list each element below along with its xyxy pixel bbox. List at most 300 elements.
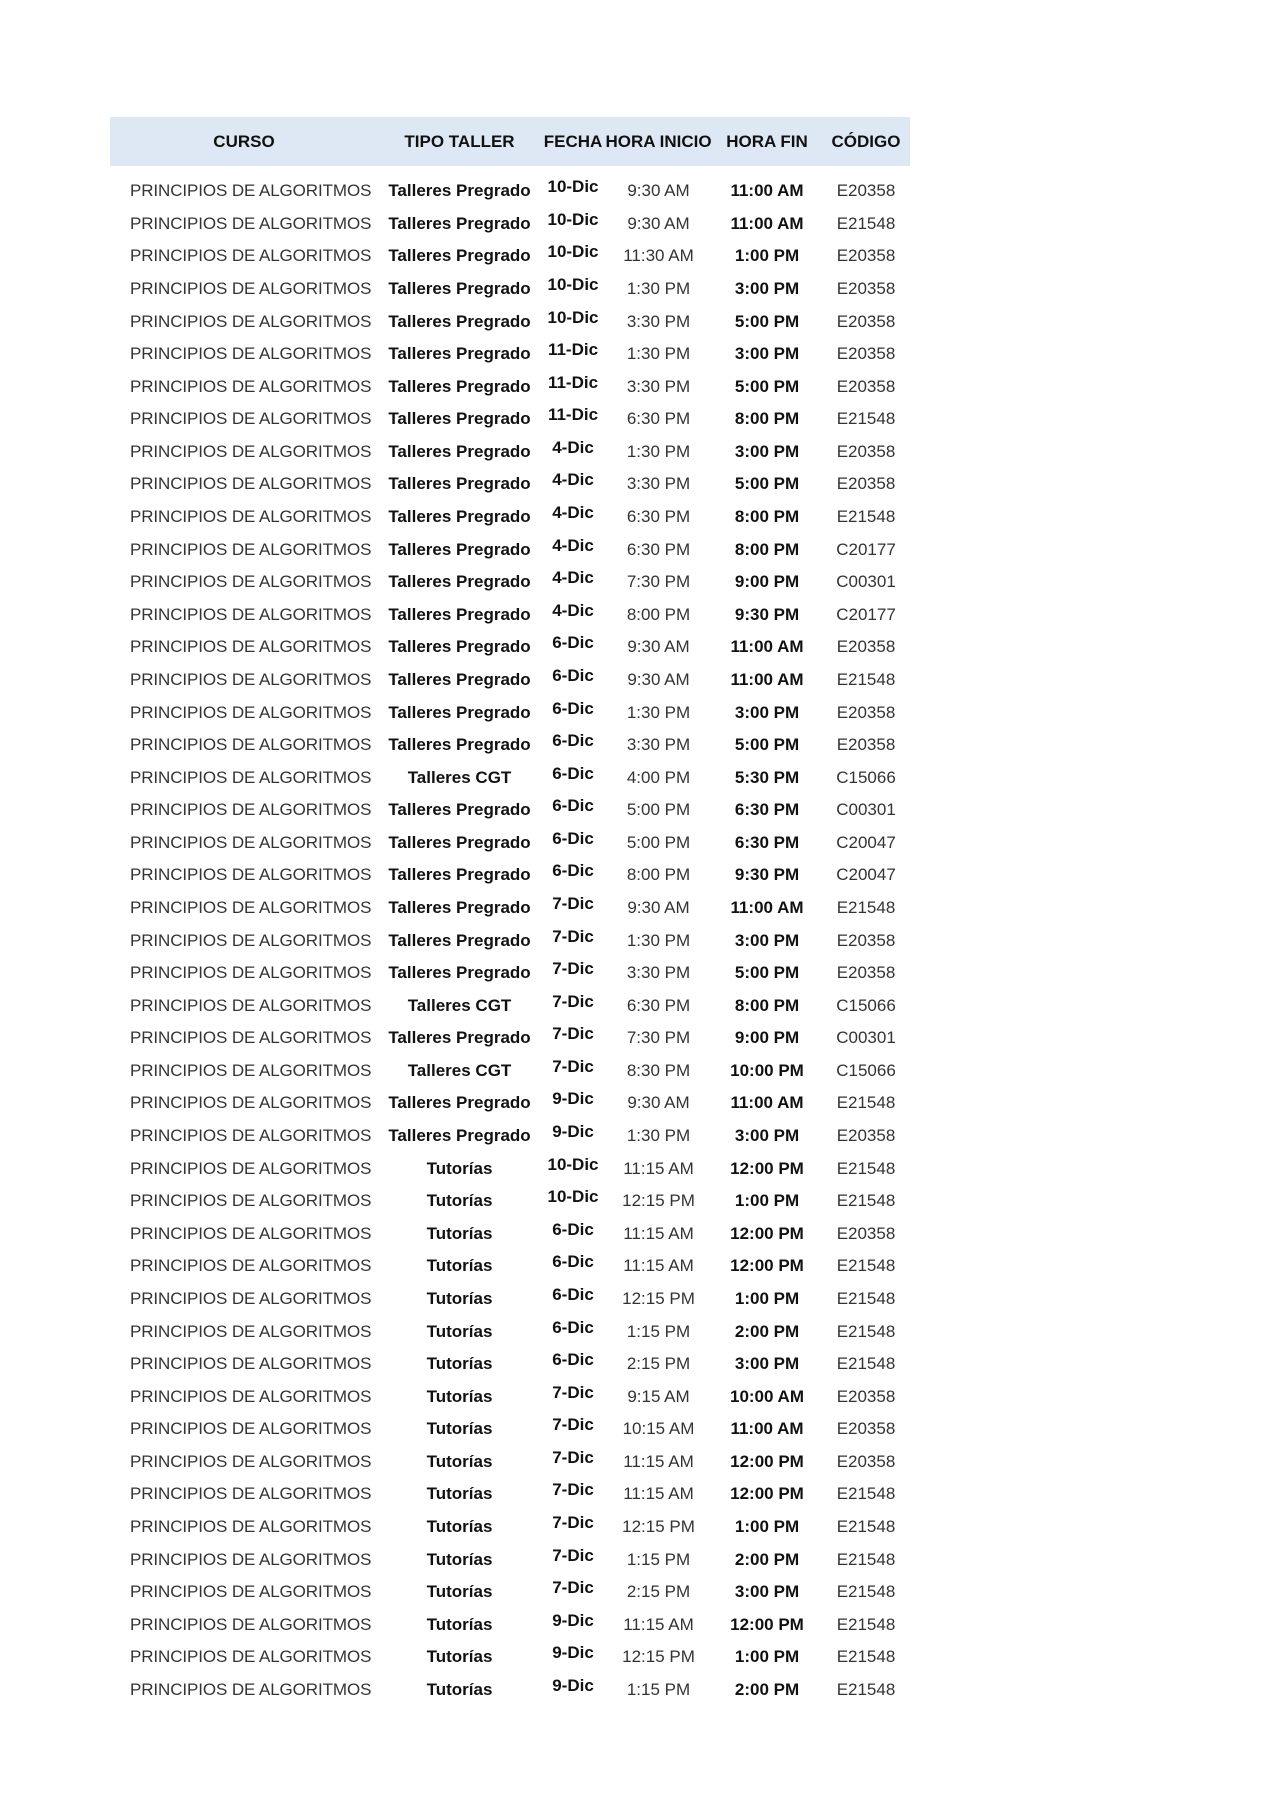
cell-fecha: 4-Dic [552, 503, 594, 523]
cell-fecha: 6-Dic [552, 1317, 594, 1337]
cell-hora-inicio: 2:15 PM [626, 1582, 691, 1602]
cell-hora-fin: 5:00 PM [734, 963, 800, 983]
cell-tipo-taller: Tutorías [426, 1288, 493, 1308]
table-row [110, 729, 910, 762]
cell-curso: PRINCIPIOS DE ALGORITMOS [130, 702, 372, 722]
table-row [110, 989, 910, 1022]
table-row [110, 859, 910, 892]
cell-codigo: C15066 [836, 1060, 896, 1080]
cell-hora-fin: 9:30 PM [734, 865, 800, 885]
cell-codigo: E20358 [836, 376, 896, 396]
cell-curso: PRINCIPIOS DE ALGORITMOS [130, 1321, 372, 1341]
cell-codigo: E20358 [836, 1126, 896, 1146]
cell-tipo-taller: Tutorías [426, 1386, 493, 1406]
cell-tipo-taller: Talleres Pregrado [388, 604, 531, 624]
cell-hora-inicio: 12:15 PM [622, 1516, 695, 1536]
cell-fecha: 6-Dic [552, 763, 594, 783]
cell-tipo-taller: Tutorías [426, 1614, 493, 1634]
table-row [110, 273, 910, 306]
cell-codigo: E21548 [836, 898, 896, 917]
cell-curso: PRINCIPIOS DE ALGORITMOS [130, 572, 372, 592]
cell-hora-fin: 11:00 AM [730, 1419, 804, 1439]
table-row [110, 827, 910, 860]
cell-hora-inicio: 11:15 AM [623, 1158, 694, 1178]
cell-curso: PRINCIPIOS DE ALGORITMOS [130, 1516, 372, 1536]
table-row [110, 794, 910, 827]
cell-codigo: E20358 [836, 441, 896, 461]
cell-hora-fin: 3:00 PM [734, 702, 800, 722]
cell-codigo: E21548 [836, 1582, 896, 1602]
cell-tipo-taller: Talleres Pregrado [388, 409, 531, 429]
cell-curso: PRINCIPIOS DE ALGORITMOS [130, 995, 372, 1015]
table-row [110, 1576, 910, 1609]
cell-fecha: 6-Dic [552, 633, 594, 653]
cell-tipo-taller: Talleres Pregrado [388, 800, 531, 820]
cell-hora-fin: 12:00 PM [730, 1451, 804, 1471]
cell-fecha: 4-Dic [552, 568, 594, 588]
cell-codigo: E20358 [836, 1419, 896, 1439]
cell-tipo-taller: Talleres Pregrado [388, 930, 531, 950]
cell-hora-fin: 3:00 PM [734, 344, 800, 364]
cell-fecha: 10-Dic [547, 242, 599, 262]
cell-hora-inicio: 1:15 PM [626, 1321, 691, 1341]
cell-hora-inicio: 8:30 PM [626, 1060, 691, 1080]
cell-fecha: 9-Dic [552, 1122, 594, 1142]
cell-codigo: E21548 [836, 409, 896, 429]
cell-hora-fin: 9:00 PM [734, 1028, 800, 1048]
cell-tipo-taller: Talleres Pregrado [388, 376, 531, 396]
cell-tipo-taller: Talleres Pregrado [388, 474, 531, 494]
table-row [110, 1250, 910, 1283]
table-row [110, 1055, 910, 1088]
cell-codigo: E20358 [836, 279, 896, 299]
cell-fecha: 6-Dic [552, 698, 594, 718]
cell-codigo: E21548 [836, 1158, 896, 1178]
cell-codigo: C00301 [836, 572, 896, 592]
cell-tipo-taller: Tutorías [426, 1321, 493, 1341]
cell-fecha: 6-Dic [552, 1350, 594, 1370]
cell-hora-inicio: 1:30 PM [626, 930, 691, 950]
table-row [110, 1087, 910, 1120]
cell-curso: PRINCIPIOS DE ALGORITMOS [130, 1484, 372, 1504]
cell-curso: PRINCIPIOS DE ALGORITMOS [130, 963, 372, 983]
cell-tipo-taller: Talleres Pregrado [388, 832, 531, 852]
table-row [110, 924, 910, 957]
cell-hora-fin: 1:00 PM [734, 246, 800, 266]
cell-hora-fin: 11:00 AM [730, 669, 804, 689]
cell-fecha: 7-Dic [552, 1512, 594, 1532]
cell-codigo: E20358 [836, 963, 896, 983]
cell-curso: PRINCIPIOS DE ALGORITMOS [130, 441, 372, 461]
cell-hora-inicio: 11:15 AM [623, 1223, 694, 1243]
cell-hora-inicio: 12:15 PM [622, 1647, 695, 1667]
table-row [110, 1413, 910, 1446]
cell-tipo-taller: Tutorías [426, 1516, 493, 1536]
cell-tipo-taller: Tutorías [426, 1354, 493, 1374]
cell-curso: PRINCIPIOS DE ALGORITMOS [130, 376, 372, 396]
cell-fecha: 7-Dic [552, 1447, 594, 1467]
table-row [110, 533, 910, 566]
cell-codigo: E21548 [836, 1484, 896, 1504]
cell-curso: PRINCIPIOS DE ALGORITMOS [130, 1093, 372, 1113]
cell-curso: PRINCIPIOS DE ALGORITMOS [130, 539, 372, 559]
cell-codigo: C20177 [836, 539, 896, 559]
cell-curso: PRINCIPIOS DE ALGORITMOS [130, 637, 372, 657]
cell-hora-fin: 10:00 AM [729, 1386, 804, 1406]
cell-fecha: 4-Dic [552, 600, 594, 620]
table-row [110, 664, 910, 697]
cell-curso: PRINCIPIOS DE ALGORITMOS [130, 1028, 372, 1048]
cell-tipo-taller: Talleres Pregrado [388, 181, 531, 201]
cell-tipo-taller: Tutorías [426, 1647, 493, 1667]
cell-fecha: 9-Dic [552, 1643, 594, 1663]
cell-hora-fin: 8:00 PM [734, 539, 800, 559]
cell-curso: PRINCIPIOS DE ALGORITMOS [130, 1451, 372, 1471]
table-row [110, 761, 910, 794]
cell-curso: PRINCIPIOS DE ALGORITMOS [130, 767, 372, 787]
cell-hora-inicio: 12:15 PM [622, 1191, 695, 1211]
table-row [110, 1446, 910, 1479]
cell-tipo-taller: Talleres Pregrado [388, 1028, 531, 1048]
cell-hora-fin: 12:00 PM [730, 1223, 804, 1243]
cell-curso: PRINCIPIOS DE ALGORITMOS [130, 1354, 372, 1374]
cell-tipo-taller: Tutorías [426, 1158, 493, 1178]
cell-curso: PRINCIPIOS DE ALGORITMOS [130, 832, 372, 852]
cell-fecha: 7-Dic [552, 1415, 594, 1435]
cell-fecha: 4-Dic [552, 470, 594, 490]
cell-curso: PRINCIPIOS DE ALGORITMOS [130, 1256, 372, 1276]
cell-curso: PRINCIPIOS DE ALGORITMOS [130, 246, 372, 266]
cell-codigo: E21548 [836, 1321, 896, 1341]
cell-hora-inicio: 7:30 PM [626, 1028, 691, 1048]
cell-hora-fin: 11:00 AM [730, 637, 804, 657]
table-row [110, 1185, 910, 1218]
cell-curso: PRINCIPIOS DE ALGORITMOS [130, 409, 372, 429]
cell-codigo: E20358 [836, 246, 896, 266]
cell-tipo-taller: Tutorías [426, 1451, 493, 1471]
cell-hora-fin: 1:00 PM [734, 1288, 800, 1308]
cell-fecha: 7-Dic [552, 926, 594, 946]
cell-fecha: 7-Dic [552, 959, 594, 979]
cell-codigo: C15066 [836, 995, 896, 1015]
cell-fecha: 9-Dic [552, 1089, 594, 1109]
cell-hora-inicio: 2:15 PM [626, 1354, 691, 1374]
cell-hora-inicio: 1:30 PM [626, 279, 691, 299]
cell-codigo: C15066 [836, 767, 896, 787]
cell-codigo: E21548 [836, 669, 896, 689]
cell-curso: PRINCIPIOS DE ALGORITMOS [130, 213, 372, 233]
cell-curso: PRINCIPIOS DE ALGORITMOS [130, 669, 372, 689]
cell-hora-inicio: 11:15 AM [623, 1614, 694, 1634]
cell-curso: PRINCIPIOS DE ALGORITMOS [130, 181, 372, 201]
cell-tipo-taller: Talleres Pregrado [388, 539, 531, 559]
cell-hora-inicio: 9:30 AM [627, 669, 690, 689]
cell-curso: PRINCIPIOS DE ALGORITMOS [130, 1679, 372, 1699]
cell-fecha: 10-Dic [547, 209, 599, 229]
cell-hora-fin: 2:00 PM [734, 1679, 800, 1699]
cell-fecha: 10-Dic [547, 307, 599, 327]
cell-hora-fin: 3:00 PM [734, 930, 800, 950]
table-row [110, 468, 910, 501]
cell-curso: PRINCIPIOS DE ALGORITMOS [130, 1614, 372, 1634]
cell-fecha: 4-Dic [552, 535, 594, 555]
cell-hora-inicio: 1:15 PM [626, 1549, 691, 1569]
cell-codigo: E20358 [836, 1386, 896, 1406]
cell-tipo-taller: Talleres Pregrado [388, 311, 531, 331]
cell-tipo-taller: Talleres Pregrado [388, 344, 531, 364]
cell-fecha: 7-Dic [552, 1382, 594, 1402]
cell-hora-inicio: 12:15 PM [622, 1288, 695, 1308]
cell-tipo-taller: Talleres Pregrado [388, 898, 531, 917]
cell-fecha: 7-Dic [552, 1480, 594, 1500]
cell-tipo-taller: Talleres Pregrado [388, 702, 531, 722]
cell-hora-fin: 5:00 PM [734, 376, 800, 396]
cell-tipo-taller: Tutorías [426, 1549, 493, 1569]
cell-hora-fin: 11:00 AM [730, 898, 804, 917]
cell-codigo: C20047 [836, 832, 896, 852]
table-row [110, 1478, 910, 1511]
cell-tipo-taller: Tutorías [426, 1191, 493, 1211]
cell-fecha: 6-Dic [552, 1252, 594, 1272]
table-row [110, 501, 910, 534]
cell-hora-inicio: 1:30 PM [626, 1126, 691, 1146]
cell-fecha: 7-Dic [552, 1545, 594, 1565]
table-row [110, 1022, 910, 1055]
cell-hora-fin: 6:30 PM [734, 800, 800, 820]
table-row [110, 436, 910, 469]
cell-codigo: E20358 [836, 637, 896, 657]
cell-fecha: 6-Dic [552, 796, 594, 816]
table-row [110, 566, 910, 599]
cell-hora-fin: 12:00 PM [730, 1484, 804, 1504]
cell-codigo: C20047 [836, 865, 896, 885]
cell-codigo: E21548 [836, 507, 896, 527]
table-row [110, 1152, 910, 1185]
cell-codigo: E21548 [836, 1647, 896, 1667]
cell-hora-fin: 5:00 PM [734, 474, 800, 494]
cell-hora-fin: 3:00 PM [734, 1582, 800, 1602]
cell-codigo: E21548 [836, 1093, 896, 1113]
cell-hora-inicio: 10:15 AM [622, 1419, 695, 1439]
cell-fecha: 7-Dic [552, 991, 594, 1011]
table-row [110, 1380, 910, 1413]
cell-hora-inicio: 1:30 PM [626, 702, 691, 722]
cell-curso: PRINCIPIOS DE ALGORITMOS [130, 800, 372, 820]
cell-fecha: 9-Dic [552, 1610, 594, 1630]
cell-tipo-taller: Talleres Pregrado [388, 279, 531, 299]
table-row [110, 338, 910, 371]
table-row [110, 305, 910, 338]
cell-codigo: E20358 [836, 344, 896, 364]
table-row [110, 370, 910, 403]
cell-codigo: E20358 [836, 474, 896, 494]
cell-fecha: 7-Dic [552, 1024, 594, 1044]
cell-tipo-taller: Talleres Pregrado [388, 441, 531, 461]
cell-curso: PRINCIPIOS DE ALGORITMOS [130, 1158, 372, 1178]
cell-curso: PRINCIPIOS DE ALGORITMOS [130, 1647, 372, 1667]
cell-hora-fin: 1:00 PM [734, 1647, 800, 1667]
cell-fecha: 10-Dic [547, 275, 599, 295]
cell-codigo: E20358 [836, 311, 896, 331]
cell-codigo: E20358 [836, 1451, 896, 1471]
table-row [110, 1641, 910, 1674]
table-row [110, 1608, 910, 1641]
table-row [110, 957, 910, 990]
cell-fecha: 10-Dic [547, 1154, 599, 1174]
table-row [110, 403, 910, 436]
cell-hora-inicio: 3:30 PM [626, 311, 691, 331]
cell-hora-fin: 12:00 PM [730, 1614, 804, 1634]
cell-tipo-taller: Talleres Pregrado [388, 669, 531, 689]
cell-hora-fin: 8:00 PM [734, 409, 800, 429]
cell-codigo: E20358 [836, 1223, 896, 1243]
cell-tipo-taller: Tutorías [426, 1484, 493, 1504]
header-tipo-taller: TIPO TALLER [404, 131, 515, 151]
cell-tipo-taller: Talleres Pregrado [388, 963, 531, 983]
cell-hora-fin: 6:30 PM [734, 832, 800, 852]
cell-tipo-taller: Talleres Pregrado [388, 507, 531, 527]
cell-curso: PRINCIPIOS DE ALGORITMOS [130, 279, 372, 299]
cell-hora-fin: 12:00 PM [730, 1158, 804, 1178]
cell-codigo: E21548 [836, 1679, 896, 1699]
cell-curso: PRINCIPIOS DE ALGORITMOS [130, 474, 372, 494]
cell-curso: PRINCIPIOS DE ALGORITMOS [130, 898, 372, 917]
cell-curso: PRINCIPIOS DE ALGORITMOS [130, 311, 372, 331]
cell-hora-inicio: 9:30 AM [627, 898, 690, 917]
cell-hora-fin: 11:00 AM [730, 213, 804, 233]
cell-tipo-taller: Tutorías [426, 1679, 493, 1699]
table-row [110, 1315, 910, 1348]
cell-codigo: E21548 [836, 1191, 896, 1211]
cell-hora-fin: 9:30 PM [734, 604, 800, 624]
cell-curso: PRINCIPIOS DE ALGORITMOS [130, 1288, 372, 1308]
cell-fecha: 11-Dic [547, 372, 599, 392]
cell-hora-inicio: 6:30 PM [626, 995, 691, 1015]
cell-hora-inicio: 9:30 AM [627, 1093, 690, 1113]
cell-curso: PRINCIPIOS DE ALGORITMOS [130, 1582, 372, 1602]
cell-hora-fin: 5:30 PM [734, 767, 800, 787]
cell-tipo-taller: Talleres CGT [407, 995, 512, 1015]
cell-hora-inicio: 9:30 AM [627, 213, 690, 233]
table-row [110, 631, 910, 664]
cell-codigo: E21548 [836, 1614, 896, 1634]
cell-curso: PRINCIPIOS DE ALGORITMOS [130, 1223, 372, 1243]
cell-hora-inicio: 11:15 AM [623, 1484, 694, 1504]
cell-hora-fin: 8:00 PM [734, 507, 800, 527]
cell-hora-fin: 2:00 PM [734, 1549, 800, 1569]
header-hora-fin: HORA FIN [726, 131, 808, 151]
cell-hora-inicio: 6:30 PM [626, 409, 691, 429]
cell-fecha: 11-Dic [547, 340, 599, 360]
cell-hora-inicio: 1:30 PM [626, 441, 691, 461]
cell-hora-inicio: 1:30 PM [626, 344, 691, 364]
cell-hora-fin: 3:00 PM [734, 1126, 800, 1146]
cell-hora-fin: 1:00 PM [734, 1516, 800, 1536]
cell-curso: PRINCIPIOS DE ALGORITMOS [130, 1549, 372, 1569]
cell-hora-fin: 1:00 PM [734, 1191, 800, 1211]
header-fecha: FECHA [543, 131, 603, 151]
table-row [110, 240, 910, 273]
cell-curso: PRINCIPIOS DE ALGORITMOS [130, 1126, 372, 1146]
cell-codigo: E21548 [836, 1516, 896, 1536]
cell-tipo-taller: Talleres Pregrado [388, 1093, 531, 1113]
cell-hora-fin: 12:00 PM [730, 1256, 804, 1276]
table-row [110, 1218, 910, 1251]
cell-curso: PRINCIPIOS DE ALGORITMOS [130, 1191, 372, 1211]
table-row [110, 208, 910, 241]
cell-fecha: 7-Dic [552, 1056, 594, 1076]
cell-fecha: 6-Dic [552, 828, 594, 848]
cell-codigo: C00301 [836, 1028, 896, 1048]
table-body [110, 175, 910, 1706]
cell-curso: PRINCIPIOS DE ALGORITMOS [130, 865, 372, 885]
table-row [110, 892, 910, 925]
cell-curso: PRINCIPIOS DE ALGORITMOS [130, 344, 372, 364]
table-row [110, 1283, 910, 1316]
cell-fecha: 6-Dic [552, 1219, 594, 1239]
cell-hora-inicio: 1:15 PM [626, 1679, 691, 1699]
cell-hora-fin: 10:00 PM [730, 1060, 804, 1080]
cell-codigo: C20177 [836, 604, 896, 624]
cell-codigo: E20358 [836, 702, 896, 722]
cell-curso: PRINCIPIOS DE ALGORITMOS [130, 1419, 372, 1439]
cell-hora-inicio: 9:30 AM [627, 637, 690, 657]
cell-hora-inicio: 3:30 PM [626, 474, 691, 494]
table-row [110, 1511, 910, 1544]
table-row [110, 1674, 910, 1707]
cell-codigo: E21548 [836, 1288, 896, 1308]
cell-tipo-taller: Talleres Pregrado [388, 572, 531, 592]
cell-hora-fin: 5:00 PM [734, 735, 800, 755]
table-row [110, 599, 910, 632]
cell-tipo-taller: Talleres Pregrado [388, 246, 531, 266]
cell-tipo-taller: Talleres Pregrado [388, 735, 531, 755]
cell-hora-fin: 9:00 PM [734, 572, 800, 592]
cell-hora-inicio: 9:30 AM [627, 181, 690, 201]
cell-curso: PRINCIPIOS DE ALGORITMOS [130, 507, 372, 527]
cell-curso: PRINCIPIOS DE ALGORITMOS [130, 735, 372, 755]
cell-curso: PRINCIPIOS DE ALGORITMOS [130, 604, 372, 624]
cell-hora-inicio: 9:15 AM [627, 1386, 690, 1406]
table-row [110, 1120, 910, 1153]
cell-hora-inicio: 8:00 PM [626, 865, 691, 885]
cell-tipo-taller: Tutorías [426, 1419, 493, 1439]
cell-hora-fin: 3:00 PM [734, 441, 800, 461]
cell-fecha: 6-Dic [552, 861, 594, 881]
cell-hora-inicio: 3:30 PM [626, 376, 691, 396]
cell-fecha: 7-Dic [552, 894, 594, 913]
cell-hora-fin: 2:00 PM [734, 1321, 800, 1341]
cell-hora-inicio: 8:00 PM [626, 604, 691, 624]
cell-curso: PRINCIPIOS DE ALGORITMOS [130, 1060, 372, 1080]
cell-hora-fin: 3:00 PM [734, 279, 800, 299]
cell-hora-fin: 5:00 PM [734, 311, 800, 331]
header-codigo: CÓDIGO [831, 131, 901, 151]
cell-curso: PRINCIPIOS DE ALGORITMOS [130, 930, 372, 950]
cell-fecha: 6-Dic [552, 665, 594, 685]
cell-codigo: E20358 [836, 735, 896, 755]
cell-hora-inicio: 7:30 PM [626, 572, 691, 592]
header-hora-inicio: HORA INICIO [605, 131, 712, 151]
cell-codigo: E20358 [836, 930, 896, 950]
cell-tipo-taller: Talleres CGT [407, 1060, 512, 1080]
cell-hora-inicio: 11:30 AM [623, 246, 694, 266]
cell-hora-inicio: 6:30 PM [626, 507, 691, 527]
cell-hora-inicio: 3:30 PM [626, 735, 691, 755]
cell-hora-inicio: 6:30 PM [626, 539, 691, 559]
cell-fecha: 6-Dic [552, 1284, 594, 1304]
cell-fecha: 6-Dic [552, 731, 594, 751]
